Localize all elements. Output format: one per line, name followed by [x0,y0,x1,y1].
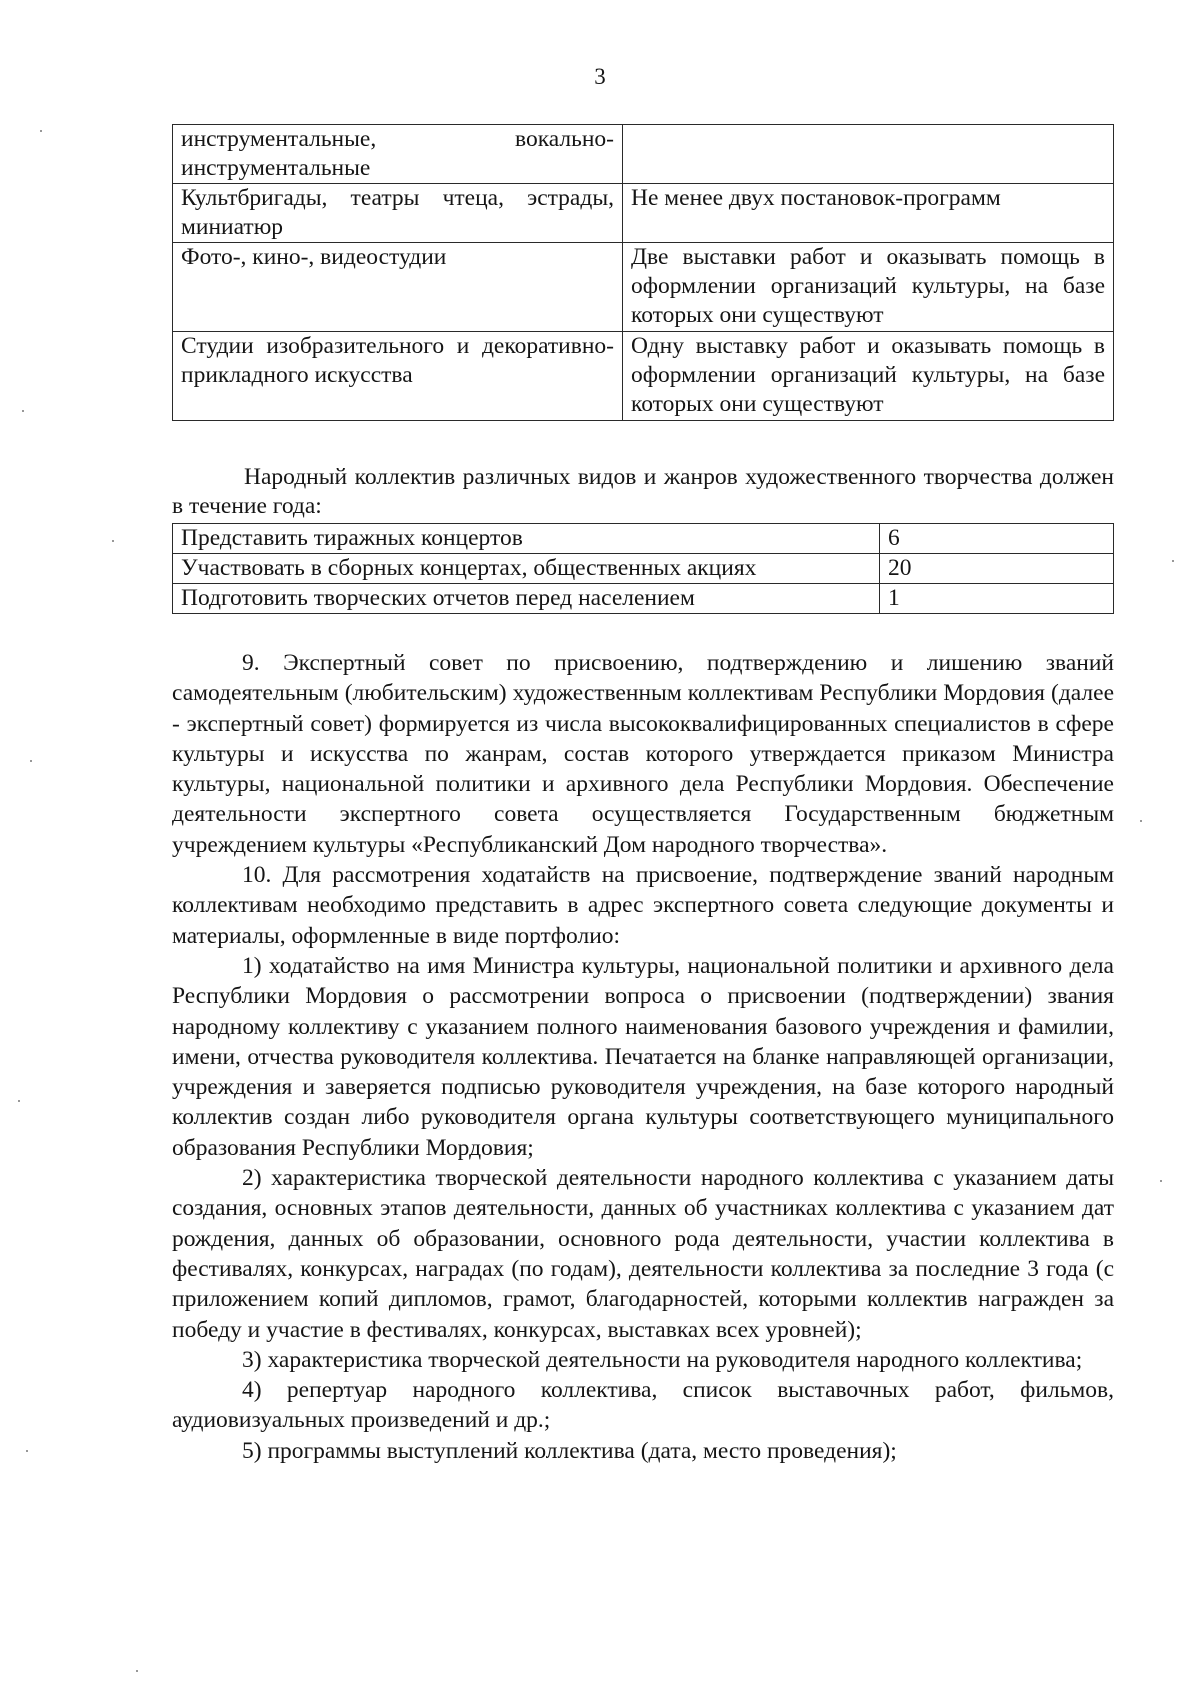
table-cell-count: 6 [880,524,1114,554]
table-row [173,184,1114,243]
table-cell-activity: Участвовать в сборных концертах, общественных акциях [173,554,880,584]
page-number: 3 [594,64,606,89]
table-cell-count: 20 [880,554,1114,584]
table-cell-genre: инструментальные, вокально-инструментальные [173,125,623,184]
intro-paragraph: Народный коллектив различных видов и жанров художественного творчества должен в течение года: [172,464,1114,519]
table-row [173,554,1114,584]
intro-section [172,463,1114,521]
table-cell-activity: Представить тиражных концертов [173,524,880,554]
table-cell-activity: Подготовить творческих отчетов перед населением [173,584,880,614]
paragraph-9: 9. Экспертный совет по присвоению, подтверждению и лишению званий самодеятельным (любительским) художественным коллективам Республики Мордовия (далее - экспертный совет) формируется из числа высококвалифицированных специалистов в сфере культуры и искусства по жанрам, состав которого утверждается приказом Министра культуры, национальной политики и архивного дела Республики Мордовия. Обеспечение деятельности экспертного совета осуществляется Государственным бюджетным учреждением культуры «Республиканский Дом народного творчества». [172,650,1114,858]
table-row [173,332,1114,421]
table-row [173,125,1114,184]
table-cell-genre: Фото-, кино-, видеостудии [173,243,623,332]
list-item-2: 2) характеристика творческой деятельности народного коллектива с указанием даты создания, основных этапов деятельности, данных об участниках коллектива с указанием дат рождения, данных об образовании, основного рода деятельности, участии коллектива в фестивалях, конкурсах, наградах (по годам), деятельности коллектива за последние 3 года (с приложением копий дипломов, грамот, благодарностей, которыми коллектив награжден за победу и участие в фестивалях, конкурсах, выставках всех уровней); [172,1165,1114,1343]
table-row [173,524,1114,554]
table-cell-requirement: Одну выставку работ и оказывать помощь в оформлении организаций культуры, на базе которых они существуют [623,332,1114,421]
table-cell-requirement [623,125,1114,184]
list-item-5: 5) программы выступлений коллектива (дата, место проведения); [242,1437,897,1464]
paragraph-10: 10. Для рассмотрения ходатайств на присвоение, подтверждение званий народным коллективам необходимо представить в адрес экспертного совета следующие документы и материалы, оформленные в виде портфолио: [172,862,1114,949]
table-row [173,584,1114,614]
table-cell-genre: Культбригады, театры чтеца, эстрады, миниатюр [173,184,623,243]
body-text [172,648,1114,1466]
table-cell-count: 1 [880,584,1114,614]
list-item-1: 1) ходатайство на имя Министра культуры, национальной политики и архивного дела Республики Мордовия о рассмотрении вопроса о присвоении (подтверждении) звания народному коллективу с указанием полного наименования базового учреждения и фамилии, имени, отчества руководителя коллектива. Печатается на бланке направляющей организации, учреждения и заверяется подписью руководителя учреждения, на базе которого народный коллектив создан либо руководителя органа культуры соответствующего муниципального образования Республики Мордовия; [172,952,1114,1161]
table-cell-genre: Студии изобразительного и декоративно-прикладного искусства [173,332,623,421]
requirements-table [172,124,1114,421]
list-item-3: 3) характеристика творческой деятельности на руководителя народного коллектива; [242,1346,1083,1373]
list-item-4: 4) репертуар народного коллектива, список выставочных работ, фильмов, аудиовизуальных произведений и др.; [172,1377,1114,1434]
table-cell-requirement: Две выставки работ и оказывать помощь в оформлении организаций культуры, на базе которых они существуют [623,243,1114,332]
table-row [173,243,1114,332]
annual-plan-table [172,523,1114,614]
table-cell-requirement: Не менее двух постановок-программ [623,184,1114,243]
